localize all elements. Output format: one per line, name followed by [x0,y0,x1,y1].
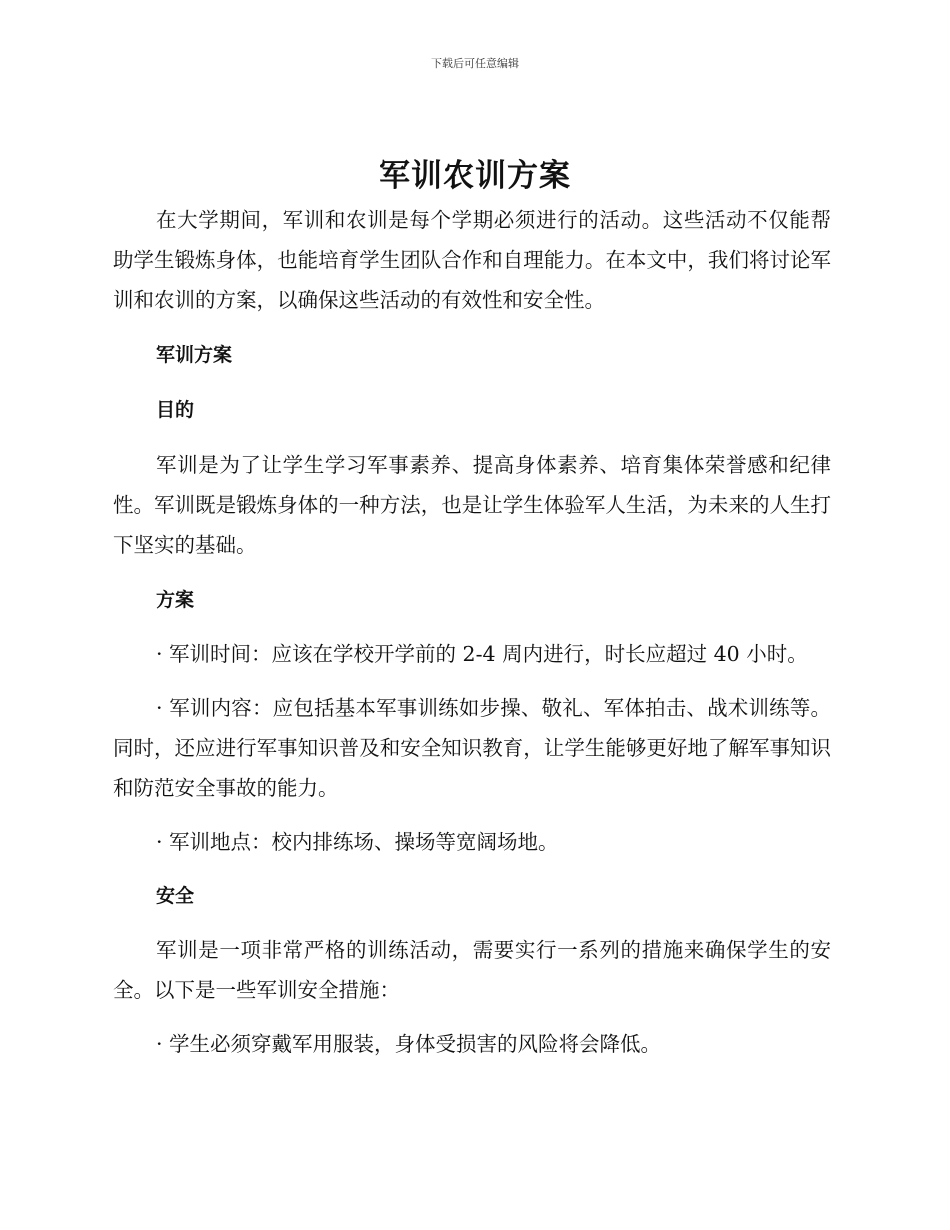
purpose-paragraph: 军训是为了让学生学习军事素养、提高身体素养、培育集体荣誉感和纪律性。军训既是锻炼身体的一种方法，也是让学生体验军人生活，为未来的人生打下坚实的基础。 [113,453,831,557]
section-heading-military-training: 军训方案 [156,344,233,366]
plan-item-time: · 军训时间：应该在学校开学前的 2-4 周内进行，时长应超过 40 小时。 [156,642,808,666]
header-note: 下载后可任意编辑 [431,57,519,70]
plan-heading: 方案 [156,589,195,611]
plan-item-location: · 军训地点：校内排练场、操场等宽阔场地。 [156,830,559,854]
safety-heading: 安全 [156,885,195,907]
intro-paragraph: 在大学期间，军训和农训是每个学期必须进行的活动。这些活动不仅能帮助学生锻炼身体，也能培育学生团队合作和自理能力。在本文中，我们将讨论军训和农训的方案，以确保这些活动的有效性和安全性。 [113,208,831,312]
purpose-heading: 目的 [156,399,195,421]
document-title: 军训农训方案 [379,158,571,194]
plan-item-content: · 军训内容：应包括基本军事训练如步操、敬礼、军体拍击、战术训练等。同时，还应进行军事知识普及和安全知识教育，让学生能够更好地了解军事知识和防范安全事故的能力。 [113,696,831,800]
safety-paragraph: 军训是一项非常严格的训练活动，需要实行一系列的措施来确保学生的安全。以下是一些军训安全措施： [113,938,831,1002]
document-body [113,200,831,1064]
safety-item-uniform: · 学生必须穿戴军用服装，身体受损害的风险将会降低。 [156,1032,662,1056]
